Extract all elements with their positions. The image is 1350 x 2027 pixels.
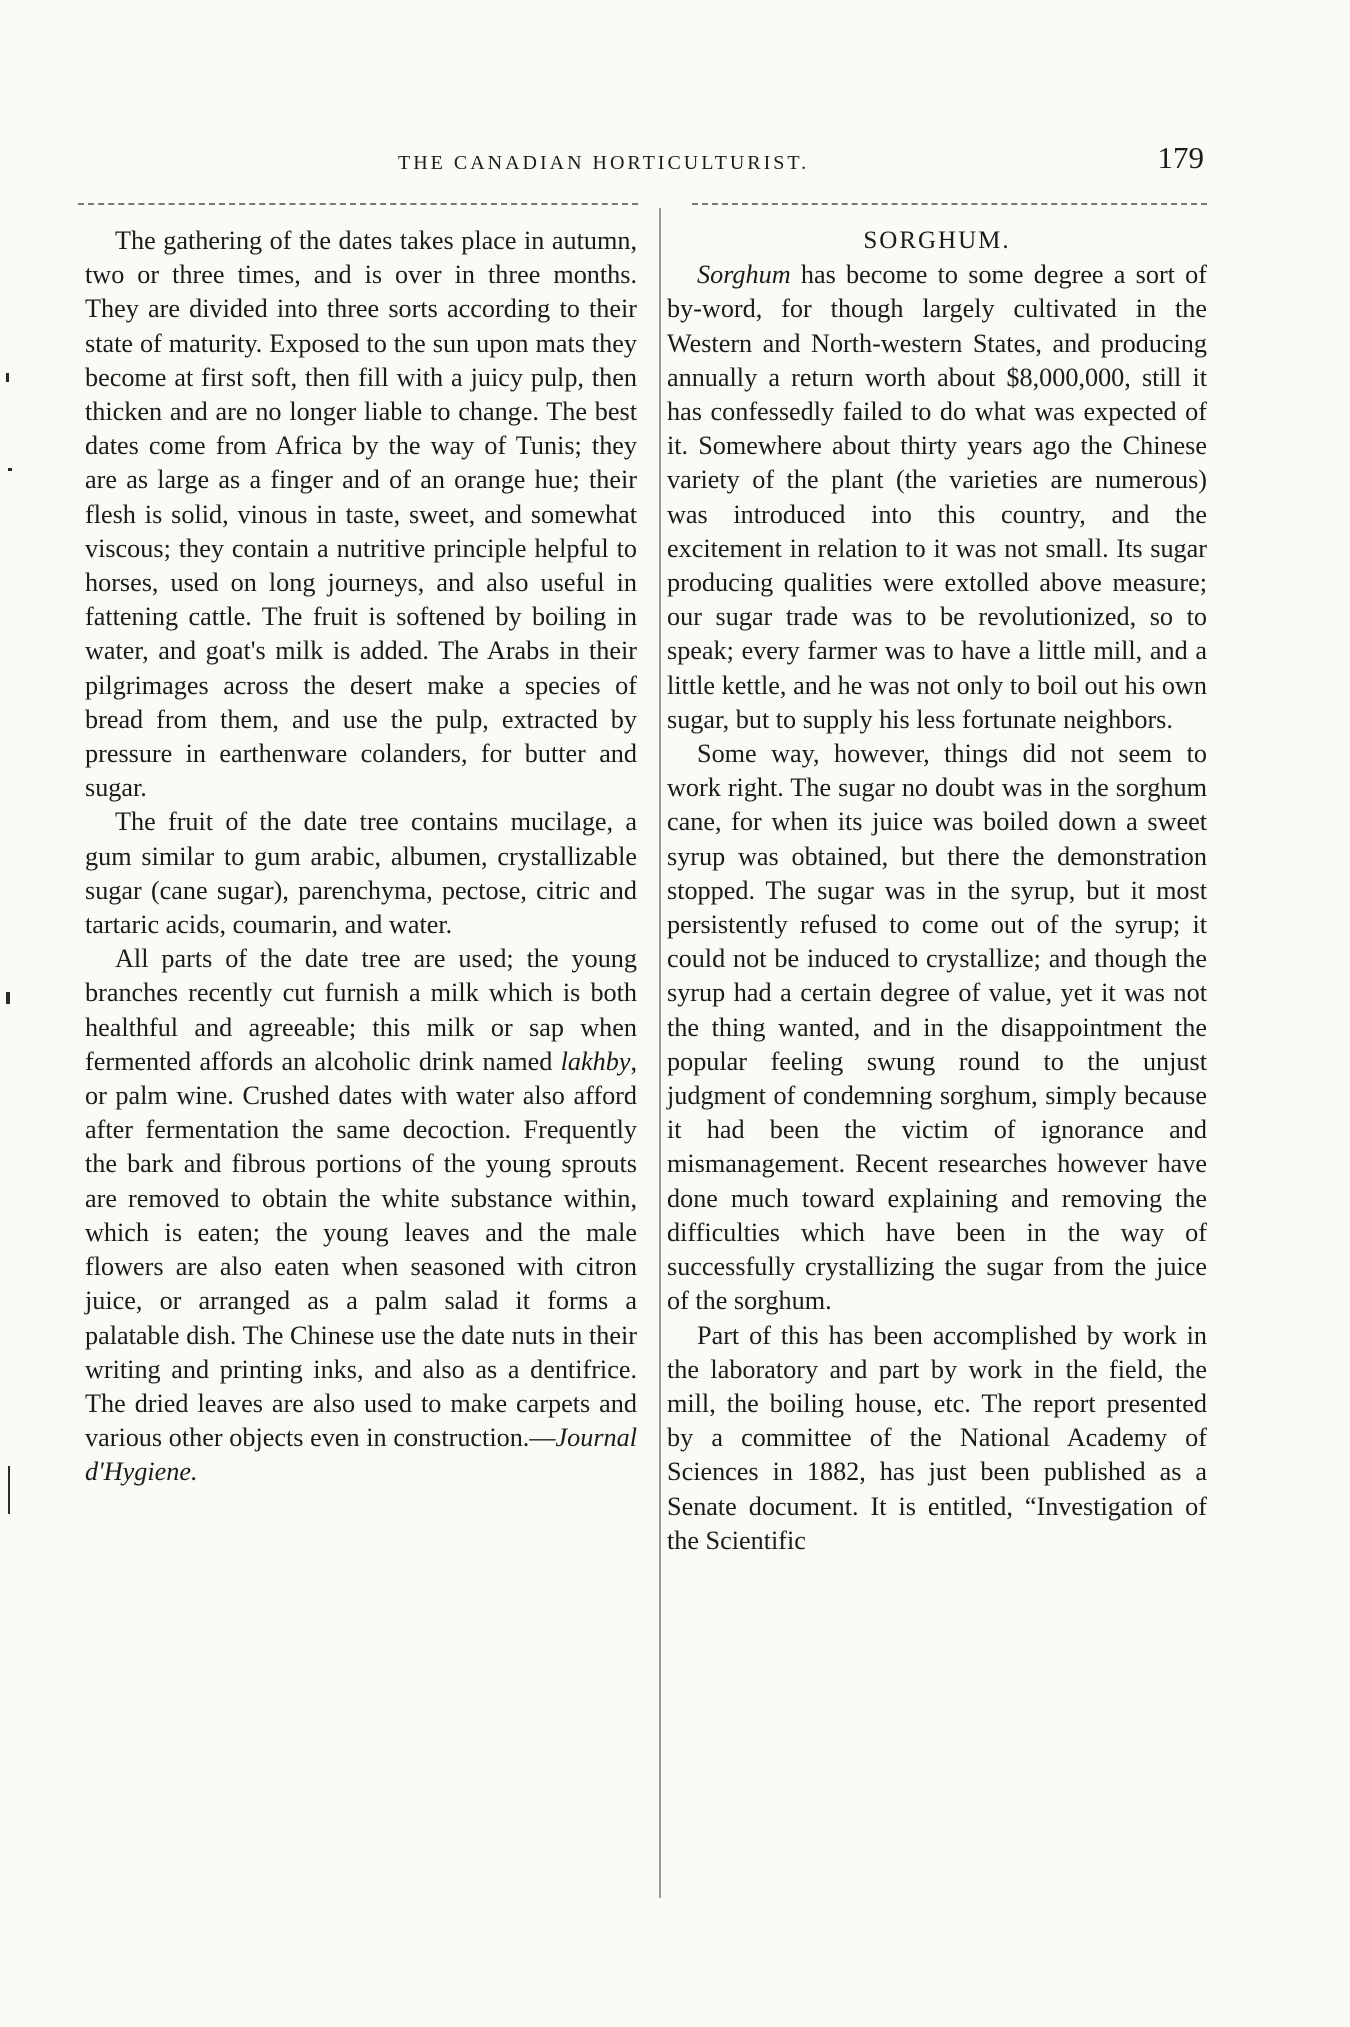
margin-mark [6,992,10,1004]
paragraph: The fruit of the date tree contains mucilage, a gum similar to gum arabic, albumen, crystallizable sugar (cane sugar), parenchyma, pectose, citric and tartaric acids, coumarin, and water. [85,807,637,940]
paragraph-text: All parts of the date tree are used; the young branches recently cut furnish a milk which is both healthful and agreeable; this milk or sap when fermented affords an alcoholic drink named [85,944,637,1076]
running-title: THE CANADIAN HORTICULTURIST. [398,152,810,174]
page-number: 179 [1157,140,1204,175]
paragraph: Part of this has been accomplished by work in the laboratory and part by work in the field, the mill, the boiling house, etc. The report presented by a committee of the National Academy of Sciences in 1882, has just been published as a Senate document. It is entitled, “Investigation of the Scientific [667,1320,1207,1555]
right-column [667,224,1207,1558]
paragraph-text: , or palm wine. Crushed dates with water also afford after fermentation the same decoction. Frequently the bark and fibrous portions of the young sprouts are removed to obtain the white substance within, which is eaten; the young leaves and the male flowers are also eaten when seasoned with citron juice, or arranged as a palm salad it forms a palatable dish. The Chinese use the date nuts in their writing and printing inks, and also as a dentifrice. The dried leaves are also used to make carpets and various other objects even in construction.— [85,1046,637,1453]
header-rule-left [78,203,638,205]
source-citation: Journal d'Hygiene. [85,1423,637,1487]
page-header [78,140,1208,180]
italic-term: Sorghum [697,260,791,290]
left-column [85,224,637,1490]
margin-mark [8,468,12,471]
paragraph-text: has become to some degree a sort of by-word, for though largely cultivated in the Western and North-western States, and producing annually a return worth about $8,000,000, still it has confessedly failed to do what was expected of it. Somewhere about thirty years ago the Chinese variety of the plant (the varieties are numerous) was introduced into this country, and the excitement in relation to it was not small. Its sugar producing qualities were extolled above measure; our sugar trade was to be revolutionized, so to speak; every farmer was to have a little mill, and a little kettle, and he was not only to boil out his own sugar, but to supply his less fortunate neighbors. [667,260,1207,734]
paragraph: The gathering of the dates takes place in autumn, two or three times, and is over in three months. They are divided into three sorts according to their state of maturity. Exposed to the sun upon mats they become at first soft, then fill with a juicy pulp, then thicken and are no longer liable to change. The best dates come from Africa by the way of Tunis; they are as large as a finger and of an orange hue; their flesh is solid, vinous in taste, sweet, and somewhat viscous; they contain a nutritive principle helpful to horses, used on long journeys, and also useful in fattening cattle. The fruit is softened by boiling in water, and goat's milk is added. The Arabs in their pilgrimages across the desert make a species of bread from them, and use the pulp, extracted by pressure in earthenware colanders, for butter and sugar. [85,226,637,803]
section-title: SORGHUM. [863,227,1011,254]
paragraph [85,942,637,1489]
italic-term: lakhby [560,1046,631,1076]
margin-mark [6,373,9,382]
column-divider [659,208,661,1898]
margin-mark [8,1466,10,1514]
paragraph [667,258,1207,737]
paragraph: Some way, however, things did not seem to work right. The sugar no doubt was in the sorghum cane, for when its juice was boiled down a sweet syrup was obtained, but there the demonstration stopped. The sugar was in the syrup, but it most persistently refused to come out of the syrup; it could not be induced to crystallize; and though the syrup had a certain degree of value, yet it was not the thing wanted, and in the disappointment the popular feeling swung round to the unjust judgment of condemning sorghum, simply because it had been the victim of ignorance and mismanagement. Recent researches however have done much toward explaining and removing the difficulties which have been in the way of successfully crystallizing the sugar from the juice of the sorghum. [667,739,1207,1316]
header-rule-right [692,203,1207,205]
